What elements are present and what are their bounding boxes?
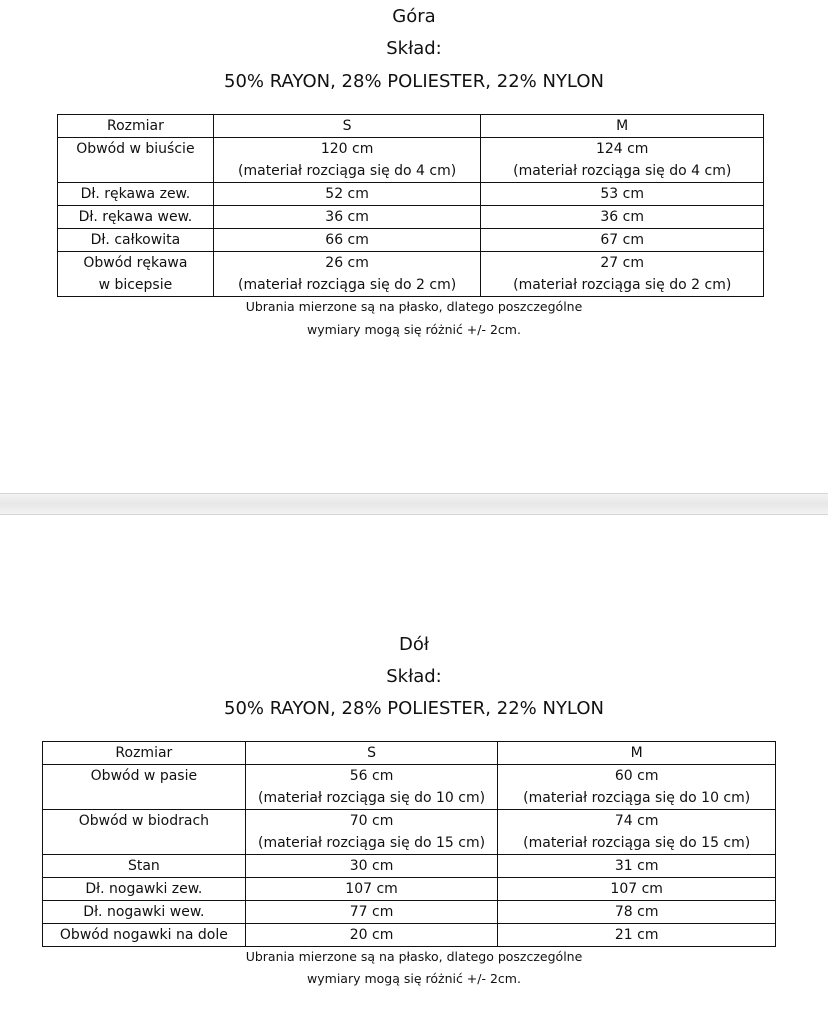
cell-text: 60 cm (614, 768, 659, 784)
cell-text: Stan (127, 858, 160, 874)
cell-text: 70 cm (349, 813, 394, 829)
table-row (58, 183, 764, 206)
cell-text: 27 cm (600, 255, 644, 271)
bottom-note-line-1: Ubrania mierzone są na płasko, dlatego poszczególne (245, 949, 583, 964)
cell-text: 124 cm (595, 141, 649, 157)
bottom-title: Dół (399, 634, 429, 655)
table-header-cell: M (481, 115, 764, 138)
cell-text: Obwód rękawa (83, 255, 188, 271)
size-m-cell (498, 901, 776, 924)
size-s-cell (213, 138, 481, 183)
table-header-cell: S (245, 742, 498, 765)
cell-text: Dł. nogawki zew. (85, 881, 203, 897)
size-m-cell (481, 229, 764, 252)
size-m-cell (498, 810, 776, 855)
table-header-cell: Rozmiar (43, 742, 246, 765)
table-row (43, 810, 776, 855)
top-title: Góra (392, 6, 436, 27)
cell-text: 52 cm (325, 186, 369, 202)
cell-text: 120 cm (320, 141, 374, 157)
cell-text: 53 cm (600, 186, 644, 202)
size-s-cell (213, 183, 481, 206)
cell-text: Obwód nogawki na dole (59, 927, 228, 943)
cell-text: 20 cm (349, 927, 394, 943)
table-row (58, 252, 764, 297)
table-row (58, 206, 764, 229)
bottom-note-line-2: wymiary mogą się różnić +/- 2cm. (307, 971, 521, 986)
row-label-cell (43, 901, 246, 924)
row-label-cell (43, 810, 246, 855)
size-s-cell (245, 810, 498, 855)
cell-text: 31 cm (614, 858, 659, 874)
table-row (43, 765, 776, 810)
bottom-composition: 50% RAYON, 28% POLIESTER, 22% NYLON (224, 698, 604, 719)
table-header-cell: S (213, 115, 481, 138)
bottom-composition-label: Skład: (386, 666, 442, 687)
cell-text: (materiał rozciąga się do 4 cm) (238, 163, 457, 179)
cell-text: 74 cm (614, 813, 659, 829)
size-s-cell (245, 901, 498, 924)
row-label-cell (58, 183, 214, 206)
table-header-row (58, 115, 764, 138)
row-label-cell (58, 229, 214, 252)
cell-text: 36 cm (325, 209, 369, 225)
cell-text: Dł. całkowita (90, 232, 181, 248)
size-m-cell (498, 765, 776, 810)
cell-text: Obwód w biuście (76, 141, 195, 157)
size-s-cell (245, 878, 498, 901)
size-m-cell (481, 183, 764, 206)
cell-text: 67 cm (600, 232, 644, 248)
cell-text: Dł. rękawa zew. (80, 186, 191, 202)
cell-text: 30 cm (349, 858, 394, 874)
table-header-cell: Rozmiar (58, 115, 214, 138)
table-header-row (43, 742, 776, 765)
cell-text: 56 cm (349, 768, 394, 784)
table-header-cell: M (498, 742, 776, 765)
row-label-cell (43, 878, 246, 901)
cell-text: 107 cm (345, 881, 398, 897)
page-divider (0, 493, 828, 515)
row-label-cell (43, 765, 246, 810)
top-note-line-2: wymiary mogą się różnić +/- 2cm. (307, 322, 521, 337)
cell-text: w bicepsie (98, 277, 173, 293)
cell-text: (materiał rozciąga się do 10 cm) (258, 790, 486, 806)
cell-text: 21 cm (614, 927, 659, 943)
size-m-cell (481, 252, 764, 297)
size-s-cell (245, 765, 498, 810)
row-label-cell (58, 252, 214, 297)
table-row (43, 855, 776, 878)
cell-text: 77 cm (349, 904, 394, 920)
top-composition: 50% RAYON, 28% POLIESTER, 22% NYLON (224, 71, 604, 92)
size-s-cell (245, 855, 498, 878)
size-m-cell (498, 878, 776, 901)
cell-text: (materiał rozciąga się do 10 cm) (523, 790, 751, 806)
size-m-cell (481, 138, 764, 183)
table-row (58, 138, 764, 183)
row-label-cell (43, 855, 246, 878)
top-size-table (57, 114, 764, 297)
cell-text: Dł. rękawa wew. (78, 209, 193, 225)
cell-text: 36 cm (600, 209, 644, 225)
cell-text: Obwód w biodrach (78, 813, 210, 829)
table-row (43, 924, 776, 947)
size-s-cell (213, 252, 481, 297)
cell-text: Obwód w pasie (90, 768, 198, 784)
table-row (43, 901, 776, 924)
cell-text: Dł. nogawki wew. (83, 904, 205, 920)
row-label-cell (58, 138, 214, 183)
cell-text: (materiał rozciąga się do 2 cm) (513, 277, 732, 293)
size-s-cell (245, 924, 498, 947)
size-s-cell (213, 206, 481, 229)
top-note-line-1: Ubrania mierzone są na płasko, dlatego poszczególne (245, 299, 583, 314)
cell-text: (materiał rozciąga się do 15 cm) (523, 835, 751, 851)
cell-text: 66 cm (325, 232, 369, 248)
cell-text: (materiał rozciąga się do 2 cm) (238, 277, 457, 293)
row-label-cell (43, 924, 246, 947)
size-s-cell (213, 229, 481, 252)
table-row (43, 878, 776, 901)
cell-text: (materiał rozciąga się do 15 cm) (258, 835, 486, 851)
size-m-cell (498, 855, 776, 878)
cell-text: 78 cm (614, 904, 659, 920)
bottom-size-table (42, 741, 776, 947)
size-m-cell (481, 206, 764, 229)
top-composition-label: Skład: (386, 38, 442, 59)
row-label-cell (58, 206, 214, 229)
table-row (58, 229, 764, 252)
cell-text: 26 cm (325, 255, 369, 271)
size-m-cell (498, 924, 776, 947)
cell-text: (materiał rozciąga się do 4 cm) (513, 163, 732, 179)
cell-text: 107 cm (610, 881, 663, 897)
